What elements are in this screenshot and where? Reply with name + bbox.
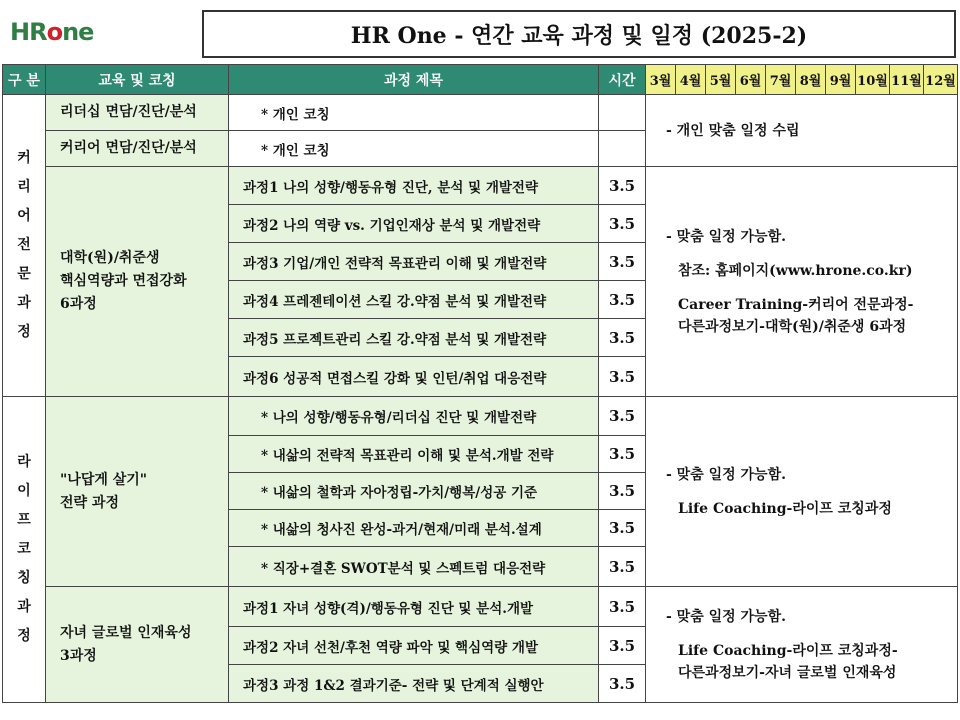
month-header: 3월 [646,65,676,95]
course-title: 과정1 자녀 성향(격)/행동유형 진단 및 분석.개발 [229,587,599,627]
header-category: 구 분 [3,65,46,95]
category-life: 라 이 프 코 칭 과 정 [3,397,46,703]
month-header: 5월 [706,65,736,95]
course-hours: 3.5 [599,665,646,703]
table-row [3,167,958,205]
course-title: 과정4 프레젠테이션 스킬 강.약점 분석 및 개발전략 [229,281,599,319]
course-title: * 개인 코칭 [229,131,599,167]
course-title: 과정5 프로젝트관리 스킬 강.약점 분석 및 개발전략 [229,319,599,357]
course-title: * 개인 코칭 [229,95,599,131]
month-header: 8월 [796,65,826,95]
schedule-note: - 개인 맞춤 일정 수립 [646,95,958,167]
program-children: 자녀 글로벌 인재육성 3과정 [46,587,229,703]
course-title: * 나의 성향/행동유형/리더십 진단 및 개발전략 [229,397,599,436]
course-hours: 3.5 [599,473,646,510]
course-title: * 내삶의 청사진 완성-과거/현재/미래 분석.설계 [229,510,599,547]
course-hours: 3.5 [599,587,646,627]
course-title: * 내삶의 철학과 자아정립-가치/행복/성공 기준 [229,473,599,510]
course-title: 과정6 성공적 면접스킬 강화 및 인턴/취업 대응전략 [229,357,599,397]
course-hours: 3.5 [599,281,646,319]
course-hours: 3.5 [599,357,646,397]
course-hours: 3.5 [599,436,646,473]
category-career: 커 리 어 전 문 과 정 [3,95,46,397]
table-row [3,587,958,627]
course-hours: 3.5 [599,243,646,281]
header-course-title: 과정 제목 [229,65,599,95]
program-university: 대학(원)/취준생 핵심역량과 면접강화 6과정 [46,167,229,397]
course-hours [599,131,646,167]
course-hours [599,95,646,131]
course-title: 과정3 과정 1&2 결과기준- 전략 및 단계적 실행안 [229,665,599,703]
month-header: 6월 [736,65,766,95]
course-hours: 3.5 [599,547,646,587]
header-bar [0,0,960,64]
program-leadership: 리더십 면담/진단/분석 [46,95,229,131]
header-program: 교육 및 코칭 [46,65,229,95]
course-hours: 3.5 [599,397,646,436]
month-header: 9월 [826,65,856,95]
month-header: 11월 [890,65,924,95]
course-title: 과정3 기업/개인 전략적 목표관리 이해 및 개발전략 [229,243,599,281]
program-living: "나답게 살기" 전략 과정 [46,397,229,587]
schedule-table [2,64,958,703]
program-career-talk: 커리어 면담/진단/분석 [46,131,229,167]
header-row [3,65,958,95]
table-row [3,397,958,436]
course-title: * 직장+결혼 SWOT분석 및 스펙트럼 대응전략 [229,547,599,587]
course-title: 과정2 나의 역량 vs. 기업인재상 분석 및 개발전략 [229,205,599,243]
table-row [3,95,958,131]
title-box [202,10,956,58]
course-hours: 3.5 [599,205,646,243]
course-hours: 3.5 [599,510,646,547]
month-header: 4월 [676,65,706,95]
schedule-note: - 맞춤 일정 가능함. Life Coaching-라이프 코칭과정- 다른과정보기-자녀 글로벌 인재육성 [646,587,958,703]
header-hours: 시간 [599,65,646,95]
schedule-note: - 맞춤 일정 가능함. Life Coaching-라이프 코칭과정 [646,397,958,587]
course-title: 과정1 나의 성향/행동유형 진단, 분석 및 개발전략 [229,167,599,205]
month-header: 10월 [856,65,890,95]
hrone-logo: HRone [10,18,94,46]
schedule-note: - 맞춤 일정 가능함. 참조: 홈페이지(www.hrone.co.kr) Career Training-커리어 전문과정- 다른과정보기-대학(원)/취준생 6과정 [646,167,958,397]
course-hours: 3.5 [599,167,646,205]
course-title: * 내삶의 전략적 목표관리 이해 및 분석.개발 전략 [229,436,599,473]
course-hours: 3.5 [599,319,646,357]
month-header: 7월 [766,65,796,95]
month-header: 12월 [924,65,958,95]
course-hours: 3.5 [599,627,646,665]
page-title: HR One - 연간 교육 과정 및 일정 (2025-2) [350,22,808,49]
course-title: 과정2 자녀 선천/후천 역량 파악 및 핵심역량 개발 [229,627,599,665]
